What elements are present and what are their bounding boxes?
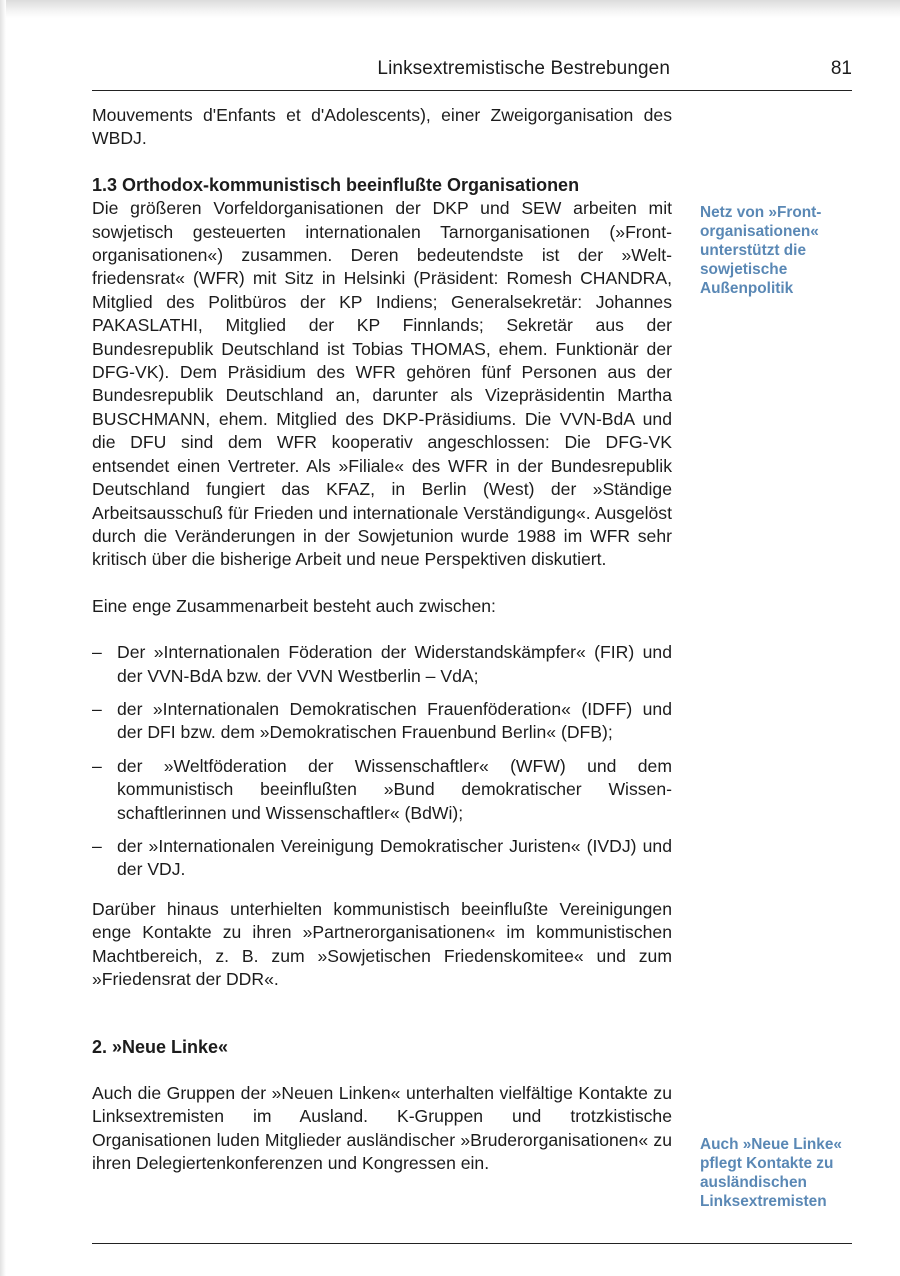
scan-shadow-top (0, 0, 900, 18)
header-rule (92, 90, 852, 91)
dash-bullet: – (92, 698, 102, 719)
closing-paragraph: Darüber hinaus unterhielten kommunistisch beeinflußte Vereinigungen enge Kontakte zu ihren »Partnerorganisationen« im kommunistischen Machtbereich, z. B. zum »Sowjetischen Friedenskomitee« und zum »Friedensrat der DDR«. (92, 898, 672, 989)
dash-bullet: – (92, 835, 102, 856)
cooperation-list (92, 641, 672, 882)
section-heading-2: 2. »Neue Linke« (92, 1037, 229, 1058)
section-1-3-paragraph: Die größeren Vorfeldorganisationen der DKP und SEW arbeiten mit sowjetisch gesteuerten internationalen Tarnorganisationen (»Frontorganisationen«) zusammen. Deren bedeutendste ist der »Weltfriedensrat« (WFR) mit Sitz in Helsinki (Präsident: Romesh CHANDRA, Mitglied des Politbüros der KP Indiens; Generalsekretär: Johannes PAKASLATHI, Mitglied der KP Finnlands; Sekretär aus der Bundesrepublik Deutschland ist Tobias THOMAS, ehem. Funktionär der DFG-VK). Dem Präsidium des WFR gehören fünf Personen aus der Bundesrepublik Deutschland an, darunter als Vizepräsidentin Martha BUSCHMANN, ehem. Mitglied des DKP-Präsidiums. Die VVN-BdA und die DFU sind dem WFR kooperativ angeschlossen: Die DFG-VK entsendet einen Vertreter. Als »Filiale« des WFR in der Bundesrepublik Deutschland fungiert das KFAZ, in Berlin (West) der »Ständige Arbeitsausschuß für Frieden und internationale Verständigung«. Ausgelöst durch die Veränderungen in der Sowjetunion wurde 1988 im WFR sehr kritisch über die bisherige Arbeit und neue Perspektiven diskutiert. (92, 198, 672, 570)
list-item (92, 698, 672, 745)
list-item (92, 835, 672, 882)
dash-bullet: – (92, 642, 102, 663)
footer-rule (92, 1243, 852, 1244)
scan-shadow-left (0, 0, 6, 1276)
list-item (92, 641, 672, 688)
list-item (92, 755, 672, 825)
margin-note-neue-linke: Auch »Neue Linke« pflegt Kontakte zu ausländischen Linksextremisten (700, 1136, 842, 1210)
list-item-text: Der »Internationalen Föderation der Widerstandskämpfer« (FIR) und der VVN-BdA bzw. der VVN Westberlin – VdA; (117, 642, 672, 686)
page-header (92, 58, 852, 88)
list-item-text: der »Weltföderation der Wissenschaftler« (WFW) und dem kommunistisch beeinflußten »Bund demokratischer Wissenschaftlerinnen und Wissenschaftler« (BdWi); (117, 755, 672, 823)
list-item-text: der »Internationalen Demokratischen Frauenföderation« (IDFF) und der DFI bzw. dem »Demokratischen Frauenbund Berlin« (DFB); (117, 698, 672, 743)
intro-fragment: Mouvements d'Enfants et d'Adolescents), einer Zweigorganisation des WBDJ. (92, 105, 672, 149)
main-text-column (92, 104, 672, 1175)
page-number: 81 (830, 58, 852, 79)
list-item-text: der »Internationalen Vereinigung Demokratischer Juristen« (IVDJ) und der VDJ. (117, 835, 672, 880)
dash-bullet: – (92, 755, 102, 776)
running-title: Linksextremistische Bestrebungen (377, 58, 670, 79)
margin-note-front-organisations: Netz von »Frontorganisationen« unterstützt die sowjetische Außenpolitik (700, 204, 822, 297)
cooperation-intro: Eine enge Zusammenarbeit besteht auch zwischen: (92, 595, 496, 616)
section-heading-1-3: 1.3 Orthodox-kommunistisch beeinflußte Organisationen (92, 174, 580, 195)
section-2-paragraph: Auch die Gruppen der »Neuen Linken« unterhalten vielfältige Kontakte zu Linksextremisten im Ausland. K-Gruppen und trotzkistische Organisationen luden Mitglieder ausländischer »Bruderorganisationen« zu ihren Delegiertenkonferenzen und Kongressen ein. (92, 1082, 672, 1174)
